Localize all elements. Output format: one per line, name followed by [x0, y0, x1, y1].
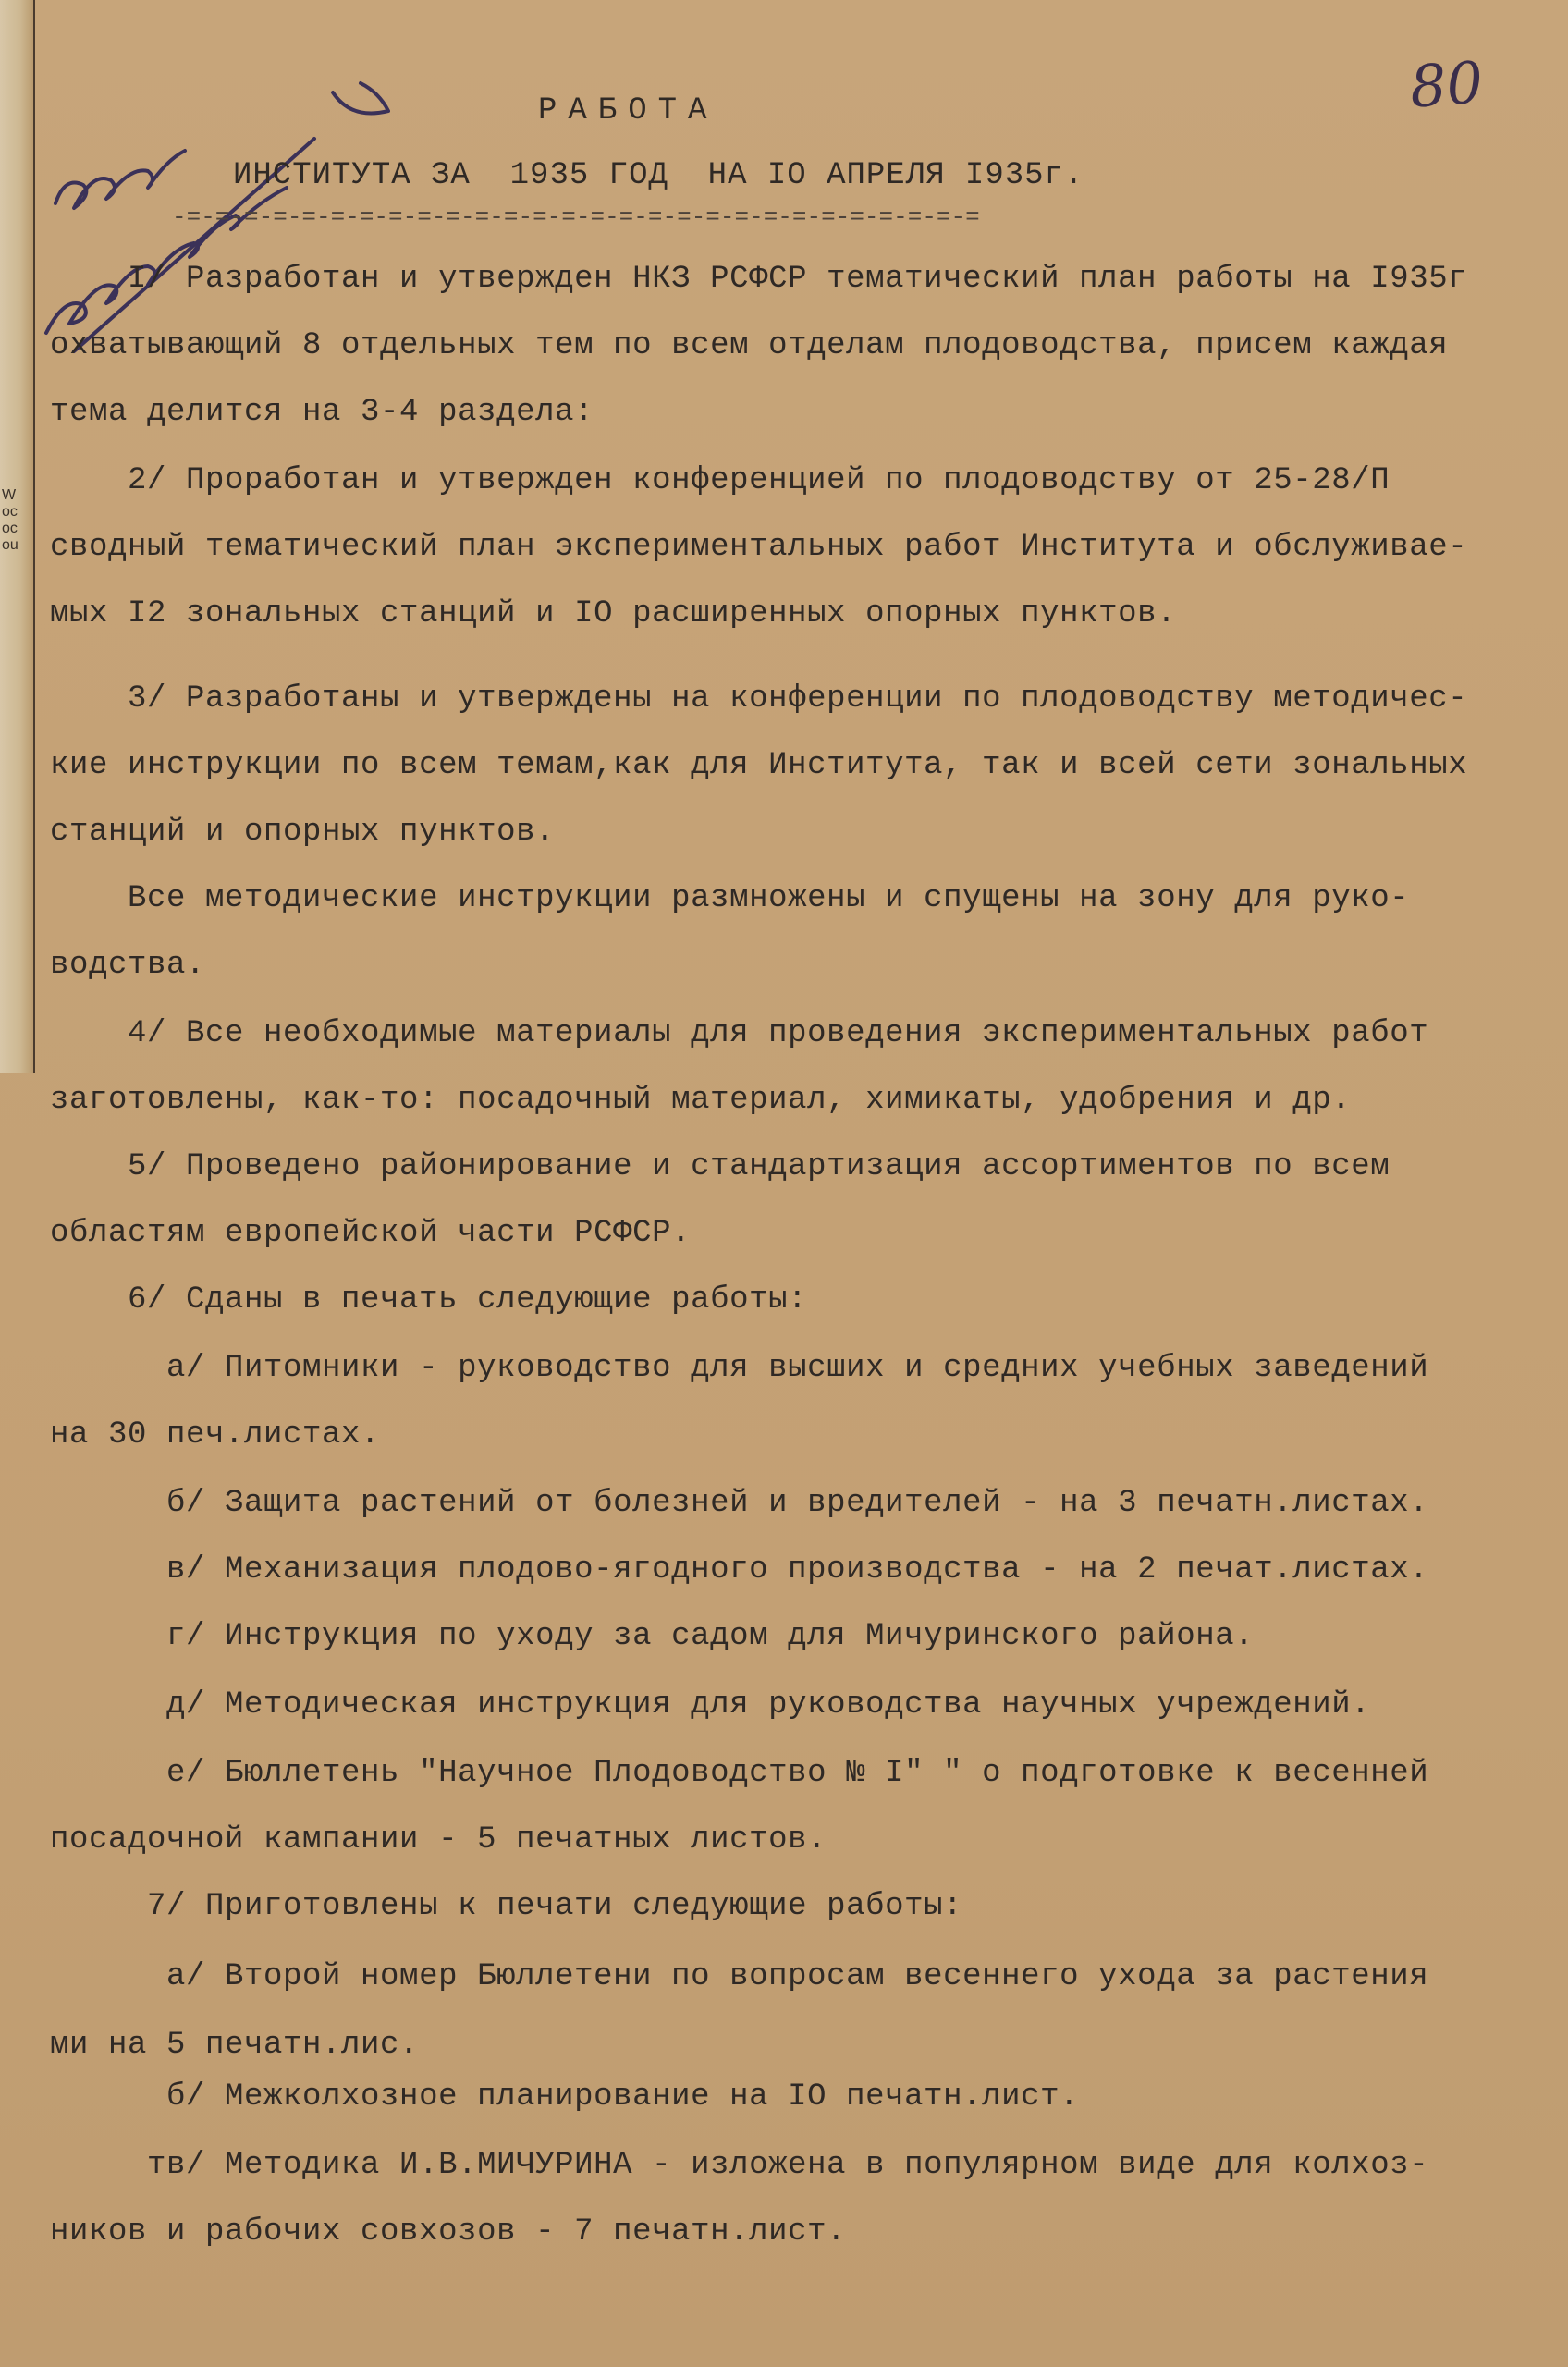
text-line: б/ Защита растений от болезней и вредителей - на 3 печатн.листах.: [50, 1486, 1429, 1521]
page-number: 80: [1407, 48, 1486, 121]
binding-strip: [0, 0, 35, 1073]
text-line: г/ Инструкция по уходу за садом для Мичуринского района.: [50, 1619, 1255, 1654]
text-line: 2/ Проработан и утвержден конференцией по плодоводству от 25-28/П: [50, 463, 1390, 498]
text-line: а/ Второй номер Бюллетени по вопросам весеннего ухода за растения: [50, 1959, 1429, 1994]
text-line: на 30 печ.листах.: [50, 1417, 381, 1453]
text-line: д/ Методическая инструкция для руководства научных учреждений.: [50, 1687, 1371, 1723]
margin-fragment: ou: [2, 537, 18, 553]
margin-fragment: oc: [2, 504, 18, 520]
page-subtitle: ИНСТИТУТА ЗА 1935 ГОД НА IO АПРЕЛЯ I935г.: [233, 158, 1084, 193]
text-line: 3/ Разработаны и утверждены на конференции по плодоводству методичес-: [50, 681, 1468, 717]
text-line: 7/ Приготовлены к печати следующие работы:: [50, 1889, 963, 1924]
text-line: ников и рабочих совхозов - 7 печатн.лист.: [50, 2214, 847, 2250]
margin-fragment: oc: [2, 521, 18, 536]
text-line: станций и опорных пунктов.: [50, 815, 556, 850]
text-line: посадочной кампании - 5 печатных листов.: [50, 1822, 827, 1858]
text-line: охватывающий 8 отдельных тем по всем отделам плодоводства, присем каждая: [50, 328, 1449, 363]
text-line: 6/ Сданы в печать следующие работы:: [50, 1282, 808, 1318]
text-line: ми на 5 печатн.лис.: [50, 2028, 420, 2063]
text-line: 5/ Проведено районирование и стандартизация ассортиментов по всем: [50, 1149, 1390, 1184]
text-line: областям европейской части РСФСР.: [50, 1216, 692, 1251]
text-line: кие инструкции по всем темам,как для Института, так и всей сети зональных: [50, 748, 1468, 783]
text-line: водства.: [50, 948, 206, 983]
text-line: Все методические инструкции размножены и спущены на зону для руко-: [50, 881, 1410, 916]
text-line: сводный тематический план экспериментальных работ Института и обслуживае-: [50, 530, 1468, 565]
text-line: заготовлены, как-то: посадочный материал, химикаты, удобрения и др.: [50, 1083, 1352, 1118]
text-line: в/ Механизация плодово-ягодного производства - на 2 печат.листах.: [50, 1552, 1429, 1588]
text-line: е/ Бюллетень "Научное Плодоводство № I" " о подготовке к весенней: [50, 1756, 1429, 1791]
text-line: мых I2 зональных станций и IO расширенных опорных пунктов.: [50, 596, 1177, 632]
text-line: тема делится на 3-4 раздела:: [50, 395, 594, 430]
page-title: РАБОТА: [538, 93, 718, 129]
text-line: тв/ Методика И.В.МИЧУРИНА - изложена в популярном виде для колхоз-: [50, 2148, 1429, 2183]
margin-fragment: W: [2, 487, 17, 503]
title-divider: -=-=-=-=-=-=-=-=-=-=-=-=-=-=-=-=-=-=-=-=-=-=-=-=-=-=-=-=: [172, 203, 980, 231]
text-line: а/ Питомники - руководство для высших и средних учебных заведений: [50, 1351, 1429, 1386]
text-line: б/ Межколхозное планирование на IO печатн.лист.: [50, 2079, 1080, 2115]
text-line: 4/ Все необходимые материалы для проведения экспериментальных работ: [50, 1016, 1429, 1051]
text-line: I/ Разработан и утвержден НКЗ РСФСР тематический план работы на I935г: [50, 262, 1468, 297]
